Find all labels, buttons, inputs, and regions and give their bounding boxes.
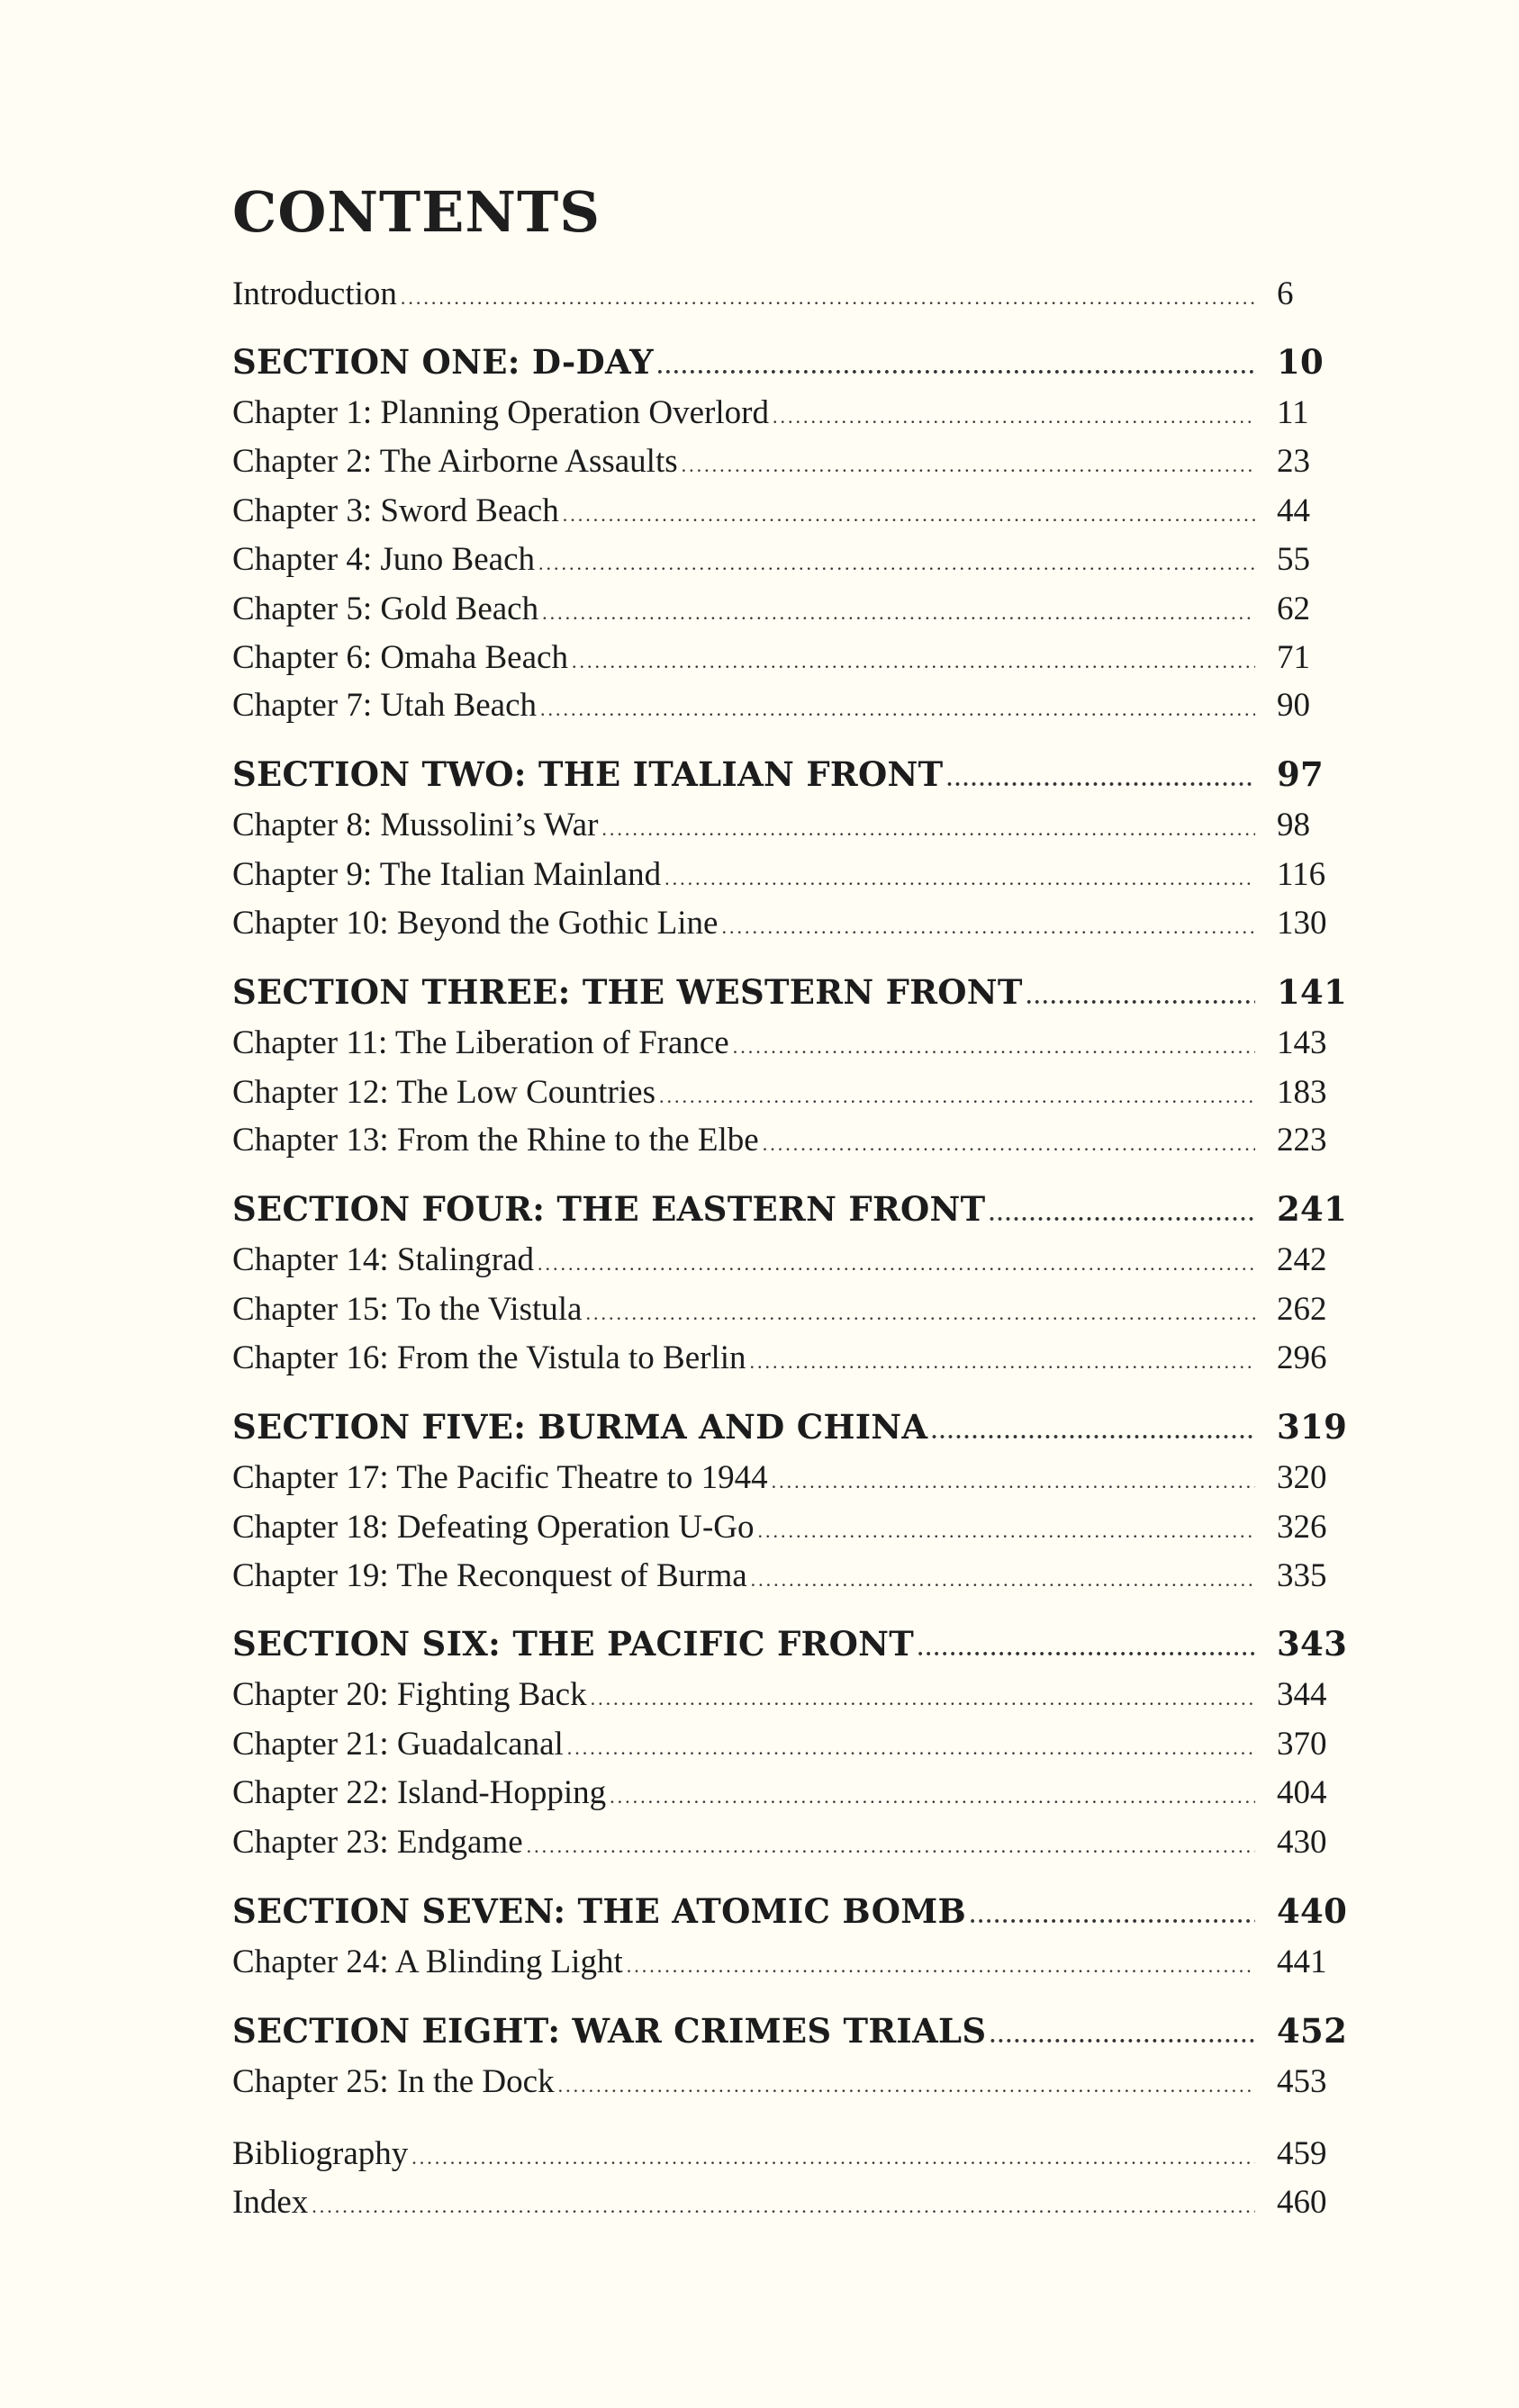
chapter-page-number: 55: [1277, 541, 1310, 578]
chapter-page-number: 44: [1277, 492, 1310, 529]
dot-leader: [990, 1204, 1256, 1225]
chapter-label: Chapter 11: The Liberation of France: [232, 1024, 729, 1061]
chapter-page-number: 370: [1277, 1726, 1327, 1763]
chapter-page-number: 335: [1277, 1557, 1327, 1594]
toc-chapter-2[interactable]: [232, 445, 1349, 478]
chapter-label: Chapter 21: Guadalcanal: [232, 1726, 564, 1763]
chapter-label: Chapter 10: Beyond the Gothic Line: [232, 905, 719, 942]
dot-leader: [401, 288, 1255, 308]
toc-chapter-16[interactable]: [232, 1341, 1349, 1375]
toc-section-four[interactable]: [232, 1189, 1349, 1229]
chapter-page-number: 183: [1277, 1074, 1327, 1111]
dot-leader: [931, 1421, 1255, 1443]
dot-leader: [721, 917, 1255, 937]
dot-leader: [750, 1352, 1255, 1372]
toc-section-eight[interactable]: [232, 2011, 1349, 2051]
chapter-label: Chapter 25: In the Dock: [232, 2063, 555, 2100]
dot-leader: [657, 356, 1255, 378]
toc-chapter-20[interactable]: [232, 1678, 1349, 1711]
section-page-number: 440: [1277, 1891, 1348, 1931]
toc-chapter-4[interactable]: [232, 543, 1349, 576]
chapter-page-number: 326: [1277, 1509, 1327, 1546]
toc-section-two[interactable]: [232, 754, 1349, 794]
chapter-label: Chapter 1: Planning Operation Overlord: [232, 394, 769, 431]
toc-chapter-9[interactable]: [232, 858, 1349, 891]
dot-leader: [591, 1689, 1255, 1709]
chapter-page-number: 130: [1277, 905, 1327, 942]
dot-leader: [540, 699, 1255, 719]
chapter-page-number: 71: [1277, 639, 1310, 676]
chapter-label: Chapter 2: The Airborne Assaults: [232, 443, 678, 480]
chapter-label: Chapter 22: Island-Hopping: [232, 1774, 607, 1811]
dot-leader: [601, 819, 1255, 839]
section-page-number: 141: [1277, 972, 1348, 1012]
chapter-label: Chapter 8: Mussolini’s War: [232, 807, 599, 843]
chapter-label: Chapter 24: A Blinding Light: [232, 1944, 623, 1980]
dot-leader: [751, 1570, 1255, 1590]
section-label: SECTION FIVE: BURMA AND CHINA: [232, 1407, 928, 1447]
section-page-number: 10: [1277, 342, 1325, 382]
chapter-page-number: 262: [1277, 1291, 1327, 1328]
dot-leader: [682, 455, 1255, 475]
chapter-label: Chapter 9: The Italian Mainland: [232, 856, 662, 893]
chapter-page-number: 143: [1277, 1024, 1327, 1061]
dot-leader: [542, 603, 1255, 623]
chapter-label: Chapter 7: Utah Beach: [232, 687, 538, 724]
toc-chapter-5[interactable]: [232, 592, 1349, 626]
toc-entry-index[interactable]: [232, 2186, 1349, 2219]
entry-page-number: 459: [1277, 2135, 1327, 2172]
dot-leader: [757, 1521, 1255, 1541]
toc-chapter-18[interactable]: [232, 1511, 1349, 1544]
section-page-number: 319: [1277, 1407, 1348, 1447]
chapter-page-number: 404: [1277, 1774, 1327, 1811]
toc-section-one[interactable]: [232, 342, 1349, 382]
chapter-label: Chapter 4: Juno Beach: [232, 541, 535, 578]
dot-leader: [665, 869, 1255, 888]
dot-leader: [627, 1956, 1255, 1976]
entry-label: Introduction: [232, 275, 397, 312]
section-label: SECTION THREE: THE WESTERN FRONT: [232, 972, 1023, 1012]
chapter-label: Chapter 19: The Reconquest of Burma: [232, 1557, 747, 1594]
section-page-number: 452: [1277, 2011, 1348, 2051]
section-label: SECTION TWO: THE ITALIAN FRONT: [232, 754, 944, 794]
toc-chapter-25[interactable]: [232, 2065, 1349, 2098]
dot-leader: [659, 1087, 1255, 1106]
dot-leader: [563, 505, 1255, 525]
chapter-page-number: 98: [1277, 807, 1310, 843]
toc-chapter-24[interactable]: [232, 1945, 1349, 1979]
dot-leader: [918, 1638, 1255, 1660]
section-label: SECTION SIX: THE PACIFIC FRONT: [232, 1624, 915, 1664]
chapter-page-number: 320: [1277, 1459, 1327, 1496]
dot-leader: [773, 407, 1255, 427]
dot-leader: [733, 1037, 1255, 1057]
dot-leader: [527, 1836, 1255, 1856]
chapter-page-number: 296: [1277, 1339, 1327, 1376]
dot-leader: [312, 2196, 1255, 2216]
dot-leader: [411, 2148, 1255, 2168]
page-title: CONTENTS: [232, 179, 601, 245]
toc-entry-introduction[interactable]: [232, 277, 1349, 311]
section-label: SECTION FOUR: THE EASTERN FRONT: [232, 1189, 986, 1229]
section-label: SECTION EIGHT: WAR CRIMES TRIALS: [232, 2011, 987, 2051]
toc-chapter-17[interactable]: [232, 1461, 1349, 1494]
section-label: SECTION SEVEN: THE ATOMIC BOMB: [232, 1891, 967, 1931]
chapter-page-number: 344: [1277, 1676, 1327, 1713]
toc-chapter-3[interactable]: [232, 494, 1349, 528]
chapter-label: Chapter 17: The Pacific Theatre to 1944: [232, 1459, 768, 1496]
toc-chapter-22[interactable]: [232, 1776, 1349, 1809]
entry-label: Index: [232, 2184, 309, 2221]
dot-leader: [567, 1738, 1255, 1758]
section-label: SECTION ONE: D-DAY: [232, 342, 654, 382]
toc-chapter-23[interactable]: [232, 1826, 1349, 1859]
chapter-page-number: 23: [1277, 443, 1310, 480]
toc-chapter-21[interactable]: [232, 1727, 1349, 1761]
dot-leader: [572, 652, 1255, 672]
toc-section-seven[interactable]: [232, 1891, 1349, 1931]
section-page-number: 343: [1277, 1624, 1348, 1664]
chapter-page-number: 441: [1277, 1944, 1327, 1980]
toc-section-three[interactable]: [232, 972, 1349, 1012]
toc-chapter-7[interactable]: [232, 689, 1349, 722]
chapter-page-number: 11: [1277, 394, 1309, 431]
chapter-label: Chapter 13: From the Rhine to the Elbe: [232, 1122, 759, 1159]
section-page-number: 97: [1277, 754, 1325, 794]
chapter-label: Chapter 3: Sword Beach: [232, 492, 559, 529]
toc-chapter-13[interactable]: [232, 1123, 1349, 1157]
chapter-label: Chapter 14: Stalingrad: [232, 1241, 534, 1278]
dot-leader: [772, 1472, 1255, 1492]
dot-leader: [538, 554, 1255, 573]
dot-leader: [990, 2025, 1255, 2047]
toc-chapter-6[interactable]: [232, 641, 1349, 674]
chapter-page-number: 116: [1277, 856, 1326, 893]
toc-entry-bibliography[interactable]: [232, 2137, 1349, 2170]
dot-leader: [610, 1787, 1255, 1807]
toc-chapter-8[interactable]: [232, 808, 1349, 842]
chapter-page-number: 430: [1277, 1824, 1327, 1861]
chapter-label: Chapter 20: Fighting Back: [232, 1676, 587, 1713]
entry-page-number: 460: [1277, 2184, 1327, 2221]
chapter-label: Chapter 12: The Low Countries: [232, 1074, 656, 1111]
dot-leader: [558, 2076, 1255, 2096]
toc-section-six[interactable]: [232, 1624, 1349, 1664]
chapter-label: Chapter 16: From the Vistula to Berlin: [232, 1339, 746, 1376]
toc-chapter-12[interactable]: [232, 1076, 1349, 1109]
toc-chapter-14[interactable]: [232, 1243, 1349, 1276]
toc-chapter-11[interactable]: [232, 1026, 1349, 1060]
chapter-page-number: 62: [1277, 591, 1310, 627]
chapter-label: Chapter 6: Omaha Beach: [232, 639, 568, 676]
dot-leader: [946, 769, 1255, 790]
dot-leader: [585, 1303, 1255, 1323]
dot-leader: [763, 1134, 1255, 1154]
chapter-label: Chapter 15: To the Vistula: [232, 1291, 583, 1328]
chapter-page-number: 223: [1277, 1122, 1327, 1159]
chapter-page-number: 90: [1277, 687, 1310, 724]
dot-leader: [1026, 987, 1255, 1008]
toc-chapter-10[interactable]: [232, 906, 1349, 940]
toc-section-five[interactable]: [232, 1407, 1349, 1447]
chapter-label: Chapter 5: Gold Beach: [232, 591, 539, 627]
toc-chapter-1[interactable]: [232, 396, 1349, 429]
chapter-page-number: 242: [1277, 1241, 1327, 1278]
chapter-label: Chapter 18: Defeating Operation U-Go: [232, 1509, 755, 1546]
dot-leader: [970, 1906, 1255, 1927]
entry-page-number: 6: [1277, 275, 1294, 312]
dot-leader: [538, 1254, 1255, 1274]
entry-label: Bibliography: [232, 2135, 409, 2172]
toc-chapter-15[interactable]: [232, 1293, 1349, 1326]
chapter-page-number: 453: [1277, 2063, 1327, 2100]
toc-chapter-19[interactable]: [232, 1559, 1349, 1592]
section-page-number: 241: [1277, 1189, 1348, 1229]
chapter-label: Chapter 23: Endgame: [232, 1824, 523, 1861]
